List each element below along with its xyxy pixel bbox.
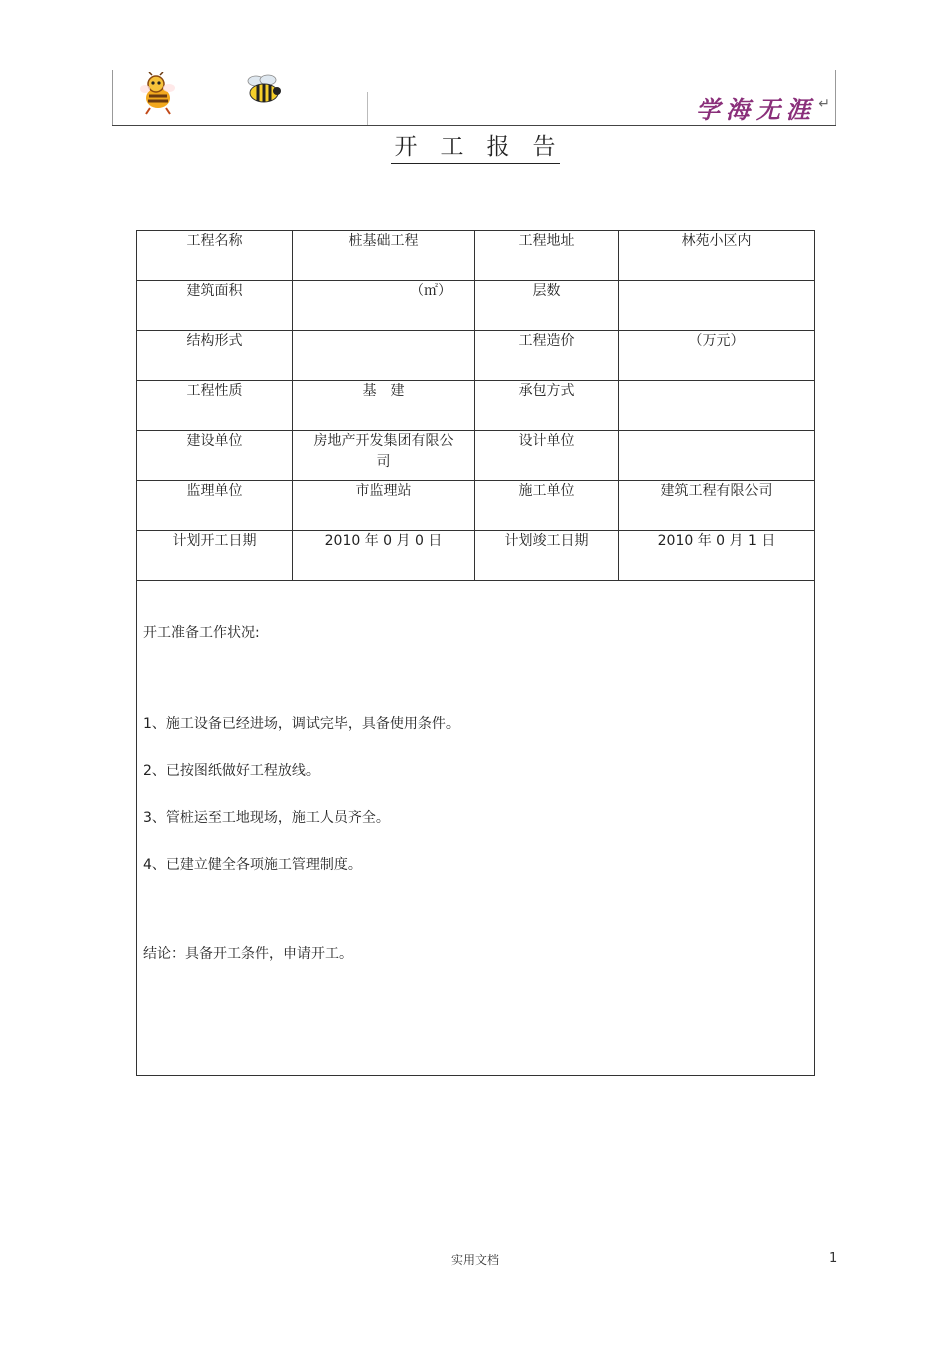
header-divider-left <box>112 70 113 125</box>
bee-mascot-icon <box>136 72 180 116</box>
value-cell: 建筑工程有限公司 <box>619 481 815 531</box>
document-title <box>0 128 950 164</box>
list-item: 4、已建立健全各项施工管理制度。 <box>143 857 362 873</box>
preparation-notes <box>143 623 808 964</box>
table-row <box>137 531 815 581</box>
label-cell: 设计单位 <box>475 431 619 481</box>
label-cell: 工程造价 <box>475 331 619 381</box>
paragraph-mark: ↵ <box>818 96 830 112</box>
table-row <box>137 331 815 381</box>
value-cell: （万元） <box>619 331 815 381</box>
label-cell: 层数 <box>475 281 619 331</box>
value-cell <box>619 281 815 331</box>
notes-heading: 开工准备工作状况: <box>143 625 260 641</box>
label-cell: 承包方式 <box>475 381 619 431</box>
document-title-text: 开 工 报 告 <box>391 128 560 164</box>
table-row <box>137 431 815 481</box>
header-motto: 学海无涯 <box>696 95 816 124</box>
value-cell <box>293 281 475 331</box>
bee-icon <box>244 74 284 106</box>
label-cell: 工程性质 <box>137 381 293 431</box>
value-cell: 2010 年 0 月 1 日 <box>619 531 815 581</box>
list-item: 1、施工设备已经进场，调试完毕，具备使用条件。 <box>143 716 460 732</box>
client-name: 房地产开发集团有限公司 <box>313 433 454 470</box>
area-unit: （㎡） <box>410 283 452 299</box>
value-cell: 基 建 <box>293 381 475 431</box>
label-cell: 结构形式 <box>137 331 293 381</box>
value-cell <box>293 331 475 381</box>
report-table <box>136 230 815 1076</box>
label-cell: 建设单位 <box>137 431 293 481</box>
value-cell: 2010 年 0 月 0 日 <box>293 531 475 581</box>
value-cell <box>619 381 815 431</box>
label-cell: 监理单位 <box>137 481 293 531</box>
list-item: 3、管桩运至工地现场，施工人员齐全。 <box>143 810 390 826</box>
header-divider-right <box>835 70 836 125</box>
table-row <box>137 481 815 531</box>
label-cell: 计划竣工日期 <box>475 531 619 581</box>
label-cell: 建筑面积 <box>137 281 293 331</box>
value-cell: 桩基础工程 <box>293 231 475 281</box>
value-cell: 林苑小区内 <box>619 231 815 281</box>
label-cell: 工程名称 <box>137 231 293 281</box>
header-divider-middle <box>367 92 368 125</box>
notes-cell <box>137 581 815 1076</box>
label-cell: 工程地址 <box>475 231 619 281</box>
notes-row <box>137 581 815 1076</box>
conclusion: 结论：具备开工条件，申请开工。 <box>143 946 353 962</box>
value-cell: 市监理站 <box>293 481 475 531</box>
label-cell: 施工单位 <box>475 481 619 531</box>
table-row <box>137 281 815 331</box>
value-cell <box>619 431 815 481</box>
label-cell: 计划开工日期 <box>137 531 293 581</box>
value-cell <box>293 431 475 481</box>
table-row <box>137 231 815 281</box>
list-item: 2、已按图纸做好工程放线。 <box>143 763 320 779</box>
table-row <box>137 381 815 431</box>
page-header <box>112 70 836 126</box>
page-number: 1 <box>829 1251 838 1266</box>
footer-label: 实用文档 <box>450 1253 499 1267</box>
